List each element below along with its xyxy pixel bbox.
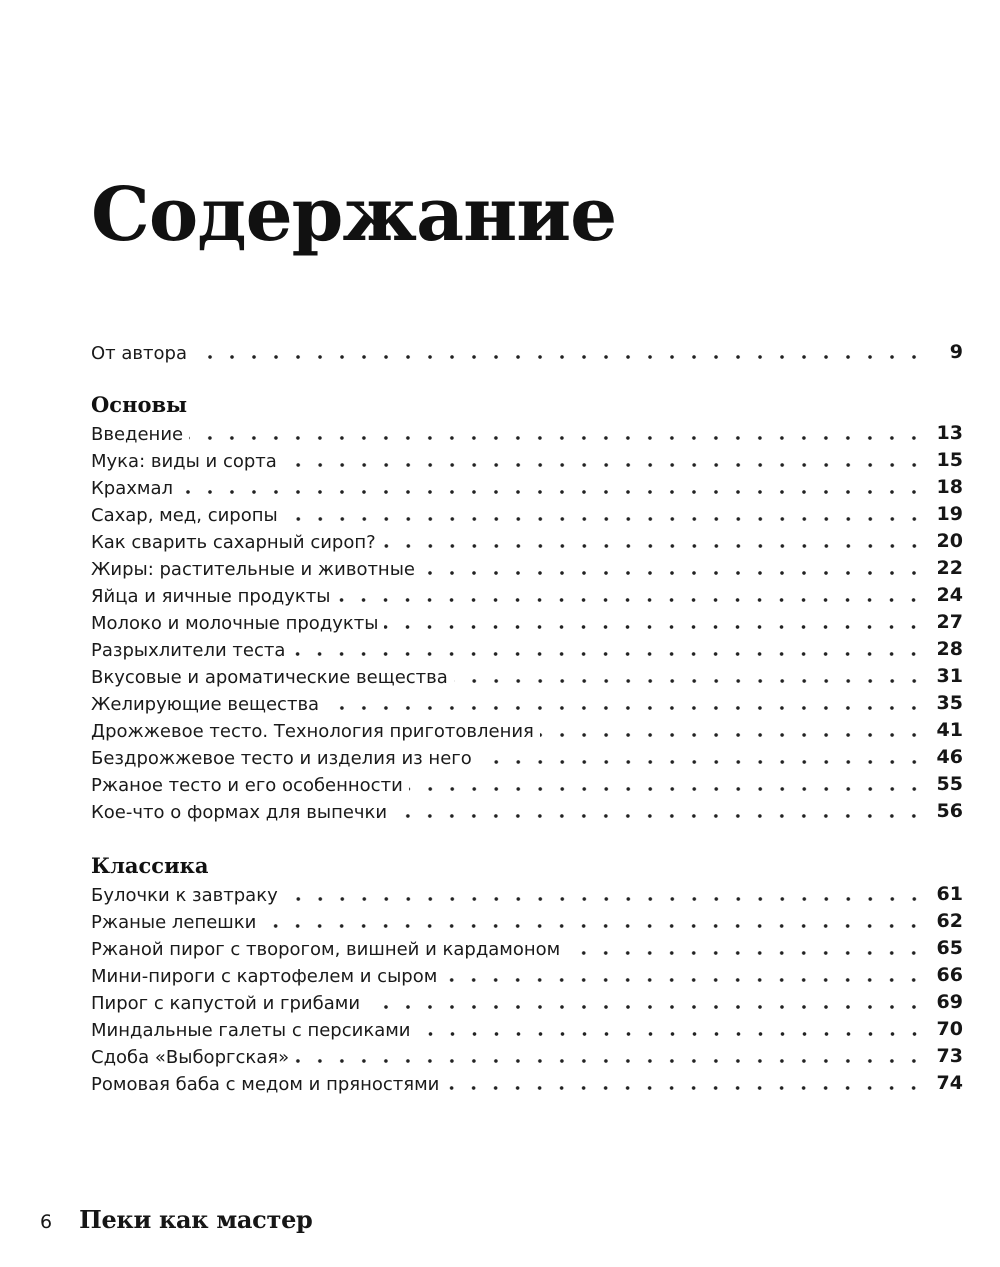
toc-entry-page: 46 <box>936 746 963 768</box>
toc-entry-title: Сахар, мед, сиропы <box>91 505 278 526</box>
toc-entry-page: 28 <box>936 638 963 660</box>
dot-leader <box>284 894 925 904</box>
dot-leader <box>262 921 925 931</box>
toc-entry[interactable] <box>91 881 963 908</box>
section-heading: Классика <box>91 853 209 878</box>
toc-entry[interactable] <box>91 420 963 447</box>
toc-entry-title: Мини-пироги с картофелем и сыром <box>91 966 438 987</box>
toc-entry-title: Ромовая баба с медом и пряностями <box>91 1074 440 1095</box>
toc-entry-title: Миндальные галеты с персиками <box>91 1020 411 1041</box>
toc-entry-page: 18 <box>936 476 963 498</box>
toc-entry-page: 22 <box>936 557 963 579</box>
dot-leader <box>284 514 925 524</box>
toc-entry[interactable] <box>91 690 963 717</box>
toc-entry[interactable] <box>91 663 963 690</box>
toc-entry-title: Ржаное тесто и его особенности <box>91 775 403 796</box>
dot-leader <box>193 352 925 362</box>
toc-entry-page: 55 <box>936 773 963 795</box>
toc-entry[interactable] <box>91 474 963 501</box>
toc-entry-title: Как сварить сахарный сироп? <box>91 532 376 553</box>
dot-leader <box>540 730 925 740</box>
toc-entry[interactable] <box>91 582 963 609</box>
toc-entry-page: 62 <box>936 910 963 932</box>
toc-entry-page: 69 <box>936 991 963 1013</box>
toc-entry-page: 65 <box>936 937 963 959</box>
toc-entry[interactable] <box>91 717 963 744</box>
toc-entry-page: 19 <box>936 503 963 525</box>
dot-leader <box>409 784 925 794</box>
dot-leader <box>336 595 925 605</box>
toc-entry[interactable] <box>91 636 963 663</box>
toc-entry-page: 13 <box>936 422 963 444</box>
toc-entry-title: Яйца и яичные продукты <box>91 586 331 607</box>
toc-entry-page: 70 <box>936 1018 963 1040</box>
page-footer <box>40 1205 313 1234</box>
dot-leader <box>295 1056 925 1066</box>
dot-leader <box>417 1029 925 1039</box>
toc-entry[interactable] <box>91 447 963 474</box>
toc-entry-title: Пирог с капустой и грибами <box>91 993 361 1014</box>
toc-entry[interactable] <box>91 609 963 636</box>
dot-leader <box>179 487 925 497</box>
dot-leader <box>384 622 925 632</box>
toc-entry-page: 56 <box>936 800 963 822</box>
dot-leader <box>366 1002 925 1012</box>
toc-entry-title: Ржаной пирог с творогом, вишней и кардамоном <box>91 939 561 960</box>
toc-entry[interactable] <box>91 989 963 1016</box>
toc-entry-title: Введение <box>91 424 184 445</box>
toc-entry-page: 31 <box>936 665 963 687</box>
toc-entry-title: Мука: виды и сорта <box>91 451 277 472</box>
footer-book-title: Пеки как мастер <box>79 1205 313 1234</box>
toc-entry[interactable] <box>91 962 963 989</box>
toc-entry-title: Желирующие вещества <box>91 694 320 715</box>
toc-entry-page: 24 <box>936 584 963 606</box>
toc-entry-page: 15 <box>936 449 963 471</box>
toc-entry-page: 61 <box>936 883 963 905</box>
toc-entry-title: Сдоба «Выборгская» <box>91 1047 290 1068</box>
toc-entry-page: 20 <box>936 530 963 552</box>
toc-entry[interactable] <box>91 771 963 798</box>
dot-leader <box>291 649 925 659</box>
toc-entry-title: Молоко и молочные продукты <box>91 613 379 634</box>
toc-entry-page: 73 <box>936 1045 963 1067</box>
dot-leader <box>421 568 925 578</box>
footer-page-number: 6 <box>40 1211 53 1233</box>
toc-entry-page: 74 <box>936 1072 963 1094</box>
toc-entry-title: Булочки к завтраку <box>91 885 278 906</box>
toc-entry[interactable] <box>91 528 963 555</box>
toc-entry[interactable] <box>91 555 963 582</box>
dot-leader <box>325 703 925 713</box>
section-heading: Основы <box>91 392 188 417</box>
toc-entry[interactable] <box>91 744 963 771</box>
dot-leader <box>393 811 925 821</box>
toc-entry-page: 9 <box>949 341 963 363</box>
toc-entry-title: Разрыхлители теста <box>91 640 286 661</box>
toc-entry-page: 66 <box>936 964 963 986</box>
toc-entry-title: Вкусовые и ароматические вещества <box>91 667 448 688</box>
dot-leader <box>443 975 925 985</box>
toc-entry-page: 41 <box>936 719 963 741</box>
toc-entry-title: Жиры: растительные и животные <box>91 559 415 580</box>
toc-entry[interactable] <box>91 935 963 962</box>
toc-entry[interactable] <box>91 339 963 366</box>
toc-entry[interactable] <box>91 1070 963 1097</box>
dot-leader <box>382 541 925 551</box>
dot-leader <box>189 433 925 443</box>
dot-leader <box>283 460 925 470</box>
toc-entry-title: От автора <box>91 343 187 364</box>
toc-entry[interactable] <box>91 908 963 935</box>
toc-entry-title: Кое-что о формах для выпечки <box>91 802 388 823</box>
toc-entry[interactable] <box>91 798 963 825</box>
toc-entry[interactable] <box>91 1016 963 1043</box>
toc-entry-title: Ржаные лепешки <box>91 912 257 933</box>
toc-entry[interactable] <box>91 1043 963 1070</box>
dot-leader <box>445 1083 925 1093</box>
toc-entry-page: 35 <box>936 692 963 714</box>
toc-entry-page: 27 <box>936 611 963 633</box>
dot-leader <box>566 948 925 958</box>
toc-entry[interactable] <box>91 501 963 528</box>
dot-leader <box>454 676 925 686</box>
toc-entry-title: Бездрожжевое тесто и изделия из него <box>91 748 472 769</box>
toc-entry-title: Крахмал <box>91 478 174 499</box>
page-title: Содержание <box>91 172 617 258</box>
toc-entry-title: Дрожжевое тесто. Технология приготовления <box>91 721 534 742</box>
dot-leader <box>478 757 925 767</box>
